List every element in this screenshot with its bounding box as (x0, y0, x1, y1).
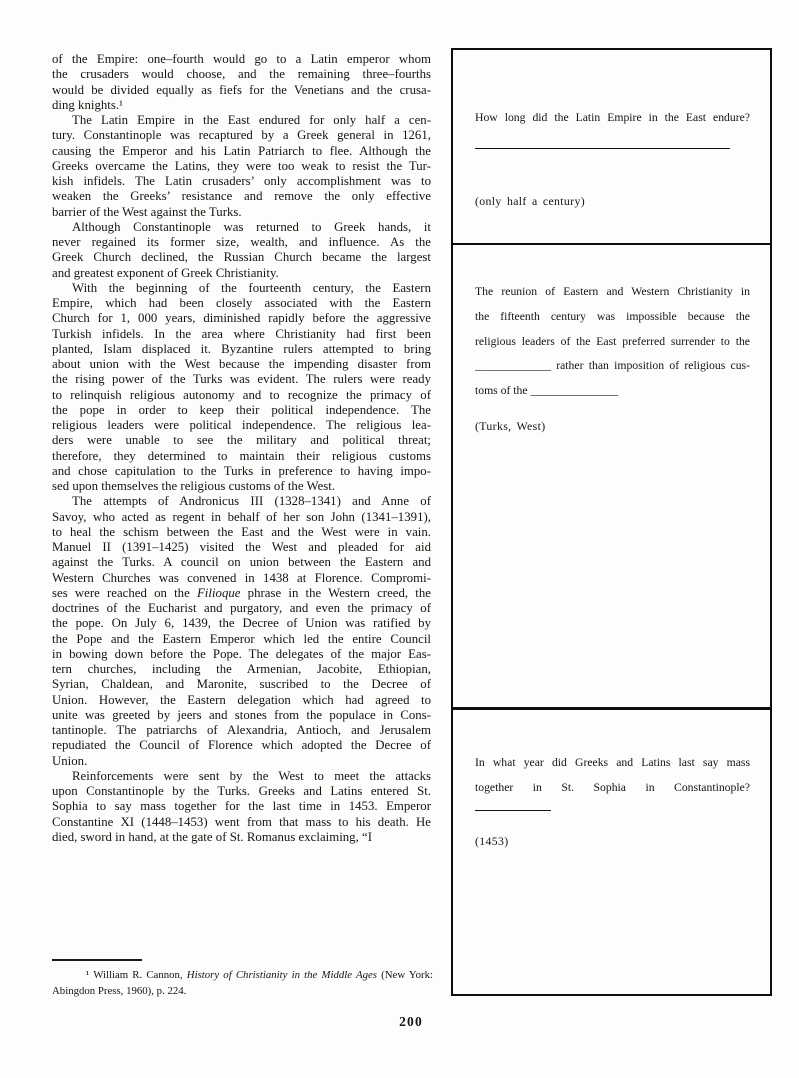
question-frame-1 (451, 48, 772, 246)
text: The reunion of Eastern and Western Christianity in (475, 285, 750, 299)
body-text-line (52, 784, 431, 799)
body-text-line (52, 693, 431, 708)
body-text-line (52, 677, 431, 692)
body-text-line (52, 708, 431, 723)
body-text-line (52, 67, 431, 82)
text: _____________ rather than imposition of religious cus- (475, 359, 750, 373)
body-text-line (52, 83, 431, 98)
text: Western Churches was convened in 1438 at Florence. Compromi- (52, 570, 431, 585)
body-text-line (52, 754, 431, 769)
text: would be divided equally as fiefs for the Venetians and the crusa- (52, 82, 431, 97)
text: tantinople. The patriarchs of Alexandria, Antioch, and Jerusalem (52, 723, 431, 737)
text: therefore, they determined to maintain their religious customs (52, 448, 431, 463)
text: upon Constantinople by the Turks. Greeks and Latins entered St. (52, 784, 431, 798)
body-text-line (52, 616, 431, 631)
body-text-line (52, 449, 431, 464)
text: tern churches, including the Armenian, Jacobite, Ethiopian, (52, 662, 431, 676)
body-text-line (52, 769, 431, 784)
text: the rising power of the Turks was evident. The rulers were ready (52, 372, 431, 387)
body-text-line (52, 540, 431, 555)
text: The attempts of Andronicus III (1328–1341) and Anne of (72, 494, 431, 509)
text: Church for 1, 000 years, diminished rapidly before the aggressive (52, 311, 431, 326)
frame-1-answer: (only half a century) (475, 193, 585, 208)
body-text-line (52, 464, 431, 479)
body-text-line (52, 433, 431, 448)
text: With the beginning of the fourteenth century, the Eastern (72, 280, 431, 295)
body-text-line (52, 250, 431, 265)
text: never regained its former size, wealth, and influence. As the (52, 235, 431, 249)
body-text-line (52, 174, 431, 189)
body-text-line (52, 815, 431, 830)
text: Manuel II (1391–1425) visited the West and pleaded for aid (52, 540, 431, 554)
text: to relinquish religious autonomy and to recognize the primacy of (52, 387, 431, 402)
text: ders were unable to see the military and political threat; (52, 433, 431, 448)
body-text-line (52, 357, 431, 372)
text: doctrines of the Eucharist and purgatory, and even the primacy of (52, 601, 431, 615)
text: the fifteenth century was impossible because the (475, 310, 750, 323)
body-text-line (52, 418, 431, 433)
main-text-column (52, 52, 431, 845)
text: of the Empire: one–fourth would go to a Latin emperor whom (52, 52, 431, 66)
text: Turkish infidels. In the area where Christianity had first been (52, 326, 431, 341)
frame-text-line (475, 354, 750, 379)
text: Abingdon Press, 1960), p. 224. (52, 984, 187, 997)
body-text-line (52, 159, 431, 174)
body-text-line (52, 52, 431, 67)
footnote-separator-rule (52, 959, 142, 961)
question-frame-2 (451, 243, 772, 709)
frame-text-line (475, 106, 750, 131)
text: and greatest exponent of Greek Christianity. (52, 265, 279, 280)
frame-3-question (475, 751, 750, 800)
text: the Pope and the Eastern Emperor which led the entire Council (52, 631, 431, 646)
body-text-line (52, 372, 431, 387)
text: Union. However, the Eastern delegation which had agreed to (52, 692, 431, 707)
footnote-line (52, 968, 433, 984)
body-text-line (52, 235, 431, 250)
text: Sophia to say mass together for the last time in 1453. Emperor (52, 799, 431, 814)
text: The Latin Empire in the East endured for only half a cen- (72, 113, 431, 127)
body-text-line (52, 113, 431, 128)
text: In what year did Greeks and Latins last say mass (475, 756, 750, 770)
frame-1-question (475, 106, 750, 131)
text: ses were reached on the (52, 585, 197, 600)
body-text-line (52, 205, 431, 220)
text: repudiated the Council of Florence which adopted the Decree of (52, 738, 431, 753)
body-text-line (52, 494, 431, 509)
frame-text-line (475, 776, 750, 801)
text: Syrian, Chaldean, and Maronite, suscribed to the Decree of (52, 677, 431, 692)
page-number: 200 (399, 1014, 423, 1029)
body-text-line (52, 723, 431, 738)
answer-blank-rule (475, 148, 730, 149)
body-text-line (52, 555, 431, 570)
text: planted, Islam displaced it. Byzantine rulers attempted to bring (52, 341, 431, 356)
text: religious leaders were political independence. The religious lea- (52, 418, 431, 432)
frame-2-answer: (Turks, West) (475, 419, 546, 434)
body-text-line (52, 281, 431, 296)
frame-text-line (475, 280, 750, 305)
body-text-line (52, 266, 431, 281)
body-text-line (52, 830, 431, 845)
body-text-line (52, 403, 431, 418)
body-text-line (52, 342, 431, 357)
text: about union with the West because the impending disaster from (52, 357, 431, 371)
text: Savoy, who acted as regent in behalf of her son John (1341–1391), (52, 509, 431, 524)
body-text-line (52, 586, 431, 601)
text: Although Constantinople was returned to Greek hands, it (72, 219, 431, 234)
text: Greek Church declined, the Russian Church became the largest (52, 250, 431, 265)
question-frame-3 (451, 708, 772, 996)
text: toms of the _______________ (475, 383, 619, 397)
text: weaken the Greeks’ resistance and remove the only effective (52, 189, 431, 204)
body-text-line (52, 479, 431, 494)
frame-text-line (475, 330, 750, 355)
body-text-line (52, 296, 431, 311)
frame-2-question (475, 280, 750, 403)
footnote (52, 968, 433, 1000)
text: the pope. On July 6, 1439, the Decree of Union was ratified by (52, 616, 431, 631)
text: together in St. Sophia in Constantinople? (475, 781, 750, 794)
text: barrier of the West against the Turks. (52, 204, 242, 219)
frame-text-line (475, 751, 750, 776)
text: Union. (52, 753, 88, 768)
text: Constantine XI (1448–1453) went from that mass to his death. He (52, 814, 431, 829)
italic-text: Filioque (196, 585, 241, 600)
body-text-line (52, 388, 431, 403)
text: ¹ William R. Cannon, (86, 969, 187, 981)
text: against the Turks. A council on union between the Eastern and (52, 555, 431, 570)
text: to heal the schism between the East and the West were in vain. (52, 524, 431, 539)
body-text-line (52, 327, 431, 342)
text: religious leaders of the East preferred surrender to the (475, 334, 750, 348)
italic-text: History of Christianity in the Middle Ages (186, 969, 377, 981)
text: Greeks overcame the Latins, they were too weak to resist the Tur- (52, 158, 431, 173)
text: tury. Constantinople was recaptured by a Greek general in 1261, (52, 128, 431, 143)
body-text-line (52, 220, 431, 235)
frame-text-line (475, 305, 750, 330)
footnote-line (52, 984, 433, 1000)
text: How long did the Latin Empire in the East endure? (475, 111, 750, 124)
text: sed upon themselves the religious customs of the West. (52, 479, 336, 493)
question-frames (451, 48, 772, 996)
body-text-line (52, 189, 431, 204)
text: unite was greeted by jeers and stones from the populace in Cons- (52, 707, 431, 722)
text: Empire, which had been closely associated with the Eastern (52, 296, 431, 310)
text: Reinforcements were sent by the West to meet the attacks (72, 768, 431, 783)
body-text-line (52, 632, 431, 647)
text: phrase in the Western creed, the (240, 585, 431, 600)
body-text-line (52, 98, 431, 113)
body-text-line (52, 311, 431, 326)
body-text-line (52, 799, 431, 814)
text: kish infidels. The Latin crusaders’ only accomplishment was to (52, 174, 431, 188)
text: died, sword in hand, at the gate of St. Romanus exclaiming, “I (52, 829, 373, 844)
text: causing the Emperor and his Latin Patriarch to flee. Although the (52, 143, 431, 158)
body-text-line (52, 662, 431, 677)
text: (New York: (377, 969, 433, 981)
body-text-line (52, 525, 431, 540)
text: the crusaders would choose, and the remaining three–fourths (52, 67, 431, 82)
frame-text-line (475, 379, 750, 404)
body-text-line (52, 571, 431, 586)
body-text-line (52, 128, 431, 143)
text: in bowing down before the Pope. The delegates of the major Eas- (52, 646, 431, 661)
answer-blank-rule (475, 810, 551, 811)
text: and chose capitulation to the Turks in preference to having impo- (52, 463, 431, 478)
body-text-line (52, 144, 431, 159)
text: the pope in order to keep their political independence. The (52, 402, 431, 417)
frame-3-answer: (1453) (475, 833, 509, 848)
text: ding knights.¹ (52, 97, 123, 112)
body-text-line (52, 738, 431, 753)
body-text-line (52, 647, 431, 662)
body-text-line (52, 601, 431, 616)
body-text-line (52, 510, 431, 525)
